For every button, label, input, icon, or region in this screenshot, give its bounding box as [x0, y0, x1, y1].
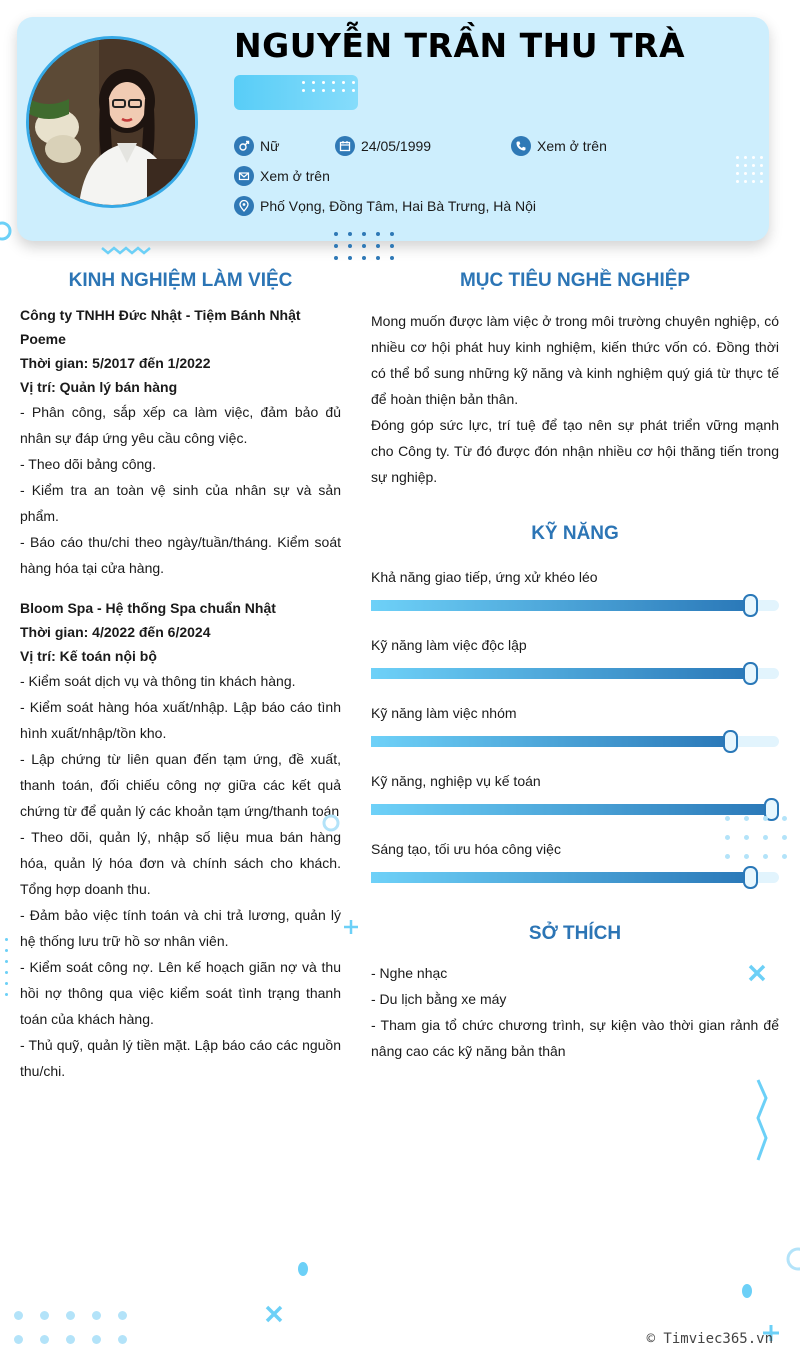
job-task: - Đảm bảo việc tính toán và chi trả lương, quản lý hệ thống lưu trữ hồ sơ nhân viên. [20, 907, 341, 949]
job-task: - Kiểm soát công nợ. Lên kế hoạch giãn nợ và thu hồi nợ thông qua việc kiểm soát tình trạng thanh toán của khách hàng. [20, 959, 341, 1027]
calendar-icon [335, 136, 355, 156]
hobby-item: - Du lịch bằng xe máy [371, 991, 507, 1007]
phone-value: Xem ở trên [537, 138, 607, 154]
job-task: - Theo dõi bảng công. [20, 456, 156, 472]
job-period: Thời gian: 5/2017 đến 1/2022 [20, 355, 211, 371]
dot-pattern [5, 938, 9, 996]
job-task: - Kiểm soát dịch vụ và thông tin khách hàng. [20, 673, 296, 689]
address-info [234, 196, 536, 216]
skill-bar-fill [371, 600, 750, 611]
skills-title: KỸ NĂNG [531, 523, 619, 544]
title-ribbon [234, 75, 358, 110]
skill-bar [371, 804, 779, 815]
job-task: - Báo cáo thu/chi theo ngày/tuần/tháng. Kiểm soát hàng hóa tại cửa hàng. [20, 534, 341, 576]
ring-shape [320, 812, 342, 834]
cross-icon [746, 962, 768, 984]
company-name: Bloom Spa - Hệ thống Spa chuẩn Nhật [20, 600, 276, 616]
skill-bar-knob [743, 662, 758, 685]
gender-info [234, 136, 279, 156]
dot-pattern [725, 816, 800, 859]
skill-bar-fill [371, 668, 750, 679]
job-period: Thời gian: 4/2022 đến 6/2024 [20, 624, 211, 640]
skill-bar [371, 872, 779, 883]
avatar [26, 36, 198, 208]
skill-bar [371, 736, 779, 747]
dot-pattern [334, 232, 404, 260]
experience-title: KINH NGHIỆM LÀM VIỆC [68, 270, 293, 291]
dot-pattern [14, 1311, 144, 1344]
ring-shape [0, 220, 14, 242]
skill-bar [371, 600, 779, 611]
phone-info [511, 136, 607, 156]
dot-shape [296, 1260, 310, 1278]
cross-icon [262, 1302, 286, 1326]
skill-label: Kỹ năng, nghiệp vụ kế toán [371, 773, 541, 789]
skill-bar-fill [371, 872, 750, 883]
objective-paragraph: Mong muốn được làm việc ở trong môi trường chuyên nghiệp, có nhiều cơ hội phát huy kinh nghiệm, kiến thức vốn có. Đồng thời có thể bổ sung những kỹ năng và kinh nghiệm quý giá từ thực tế để hoàn thiện bản thân. [371, 313, 779, 407]
skill-label: Kỹ năng làm việc độc lập [371, 637, 527, 653]
skill-bar-fill [371, 804, 771, 815]
email-value: Xem ở trên [260, 168, 330, 184]
skill-label: Sáng tạo, tối ưu hóa công việc [371, 841, 561, 857]
mail-icon [234, 166, 254, 186]
phone-icon [511, 136, 531, 156]
dot-pattern [736, 156, 768, 183]
footer-copyright: © Timviec365.vn [646, 1331, 773, 1347]
company-name: Công ty TNHH Đức Nhật - Tiệm Bánh Nhật Poeme [20, 307, 301, 347]
job-task: - Phân công, sắp xếp ca làm việc, đảm bảo đủ nhân sự đáp ứng yêu cầu công việc. [20, 404, 341, 446]
objective-paragraph: Đóng góp sức lực, trí tuệ để tạo nên sự phát triển vững mạnh cho Công ty. Từ đó được đón nhận nhiều cơ hội thăng tiến trong sự nghiệp. [371, 417, 779, 485]
experience-section [20, 303, 341, 1084]
dot-shape [740, 1282, 754, 1300]
hobby-item: - Nghe nhạc [371, 965, 448, 981]
job-task: - Thủ quỹ, quản lý tiền mặt. Lập báo cáo các nguồn thu/chi. [20, 1037, 341, 1079]
skill-label: Khả năng giao tiếp, ứng xử khéo léo [371, 569, 598, 585]
job-task: - Kiểm soát hàng hóa xuất/nhập. Lập báo cáo tình hình xuất/nhập/tồn kho. [20, 699, 341, 741]
hobbies-title: SỞ THÍCH [528, 923, 622, 944]
gender-value: Nữ [260, 138, 280, 154]
address-value: Phố Vọng, Đồng Tâm, Hai Bà Trưng, Hà Nội [260, 198, 537, 214]
hobby-item: - Tham gia tổ chức chương trình, sự kiện vào thời gian rảnh để nâng cao các kỹ năng bản thân [371, 1017, 779, 1059]
zigzag-shape [754, 1078, 772, 1164]
skill-bar-fill [371, 736, 730, 747]
job-task: - Kiểm tra an toàn vệ sinh của nhân sự và sản phẩm. [20, 482, 341, 524]
objective-section [371, 308, 779, 490]
gender-icon [234, 136, 254, 156]
job-task: - Theo dõi, quản lý, nhập số liệu mua bán hàng hóa, quản lý hóa đơn và chính sách cho khách. Tổng hợp doanh thu. [20, 829, 341, 897]
ring-shape [782, 1244, 800, 1274]
skill-bar-knob [743, 866, 758, 889]
skill-bar-knob [743, 594, 758, 617]
job-position: Vị trí: Kế toán nội bộ [20, 648, 157, 664]
dob-value: 24/05/1999 [361, 138, 432, 154]
portrait-photo [29, 39, 195, 205]
job-task: - Lập chứng từ liên quan đến tạm ứng, đề xuất, thanh toán, đối chiếu công nợ giữa các kết quả chứng từ để quản lý các khoản tạm ứng/thanh toán [20, 751, 341, 819]
email-info [234, 166, 330, 186]
dob-info [335, 136, 431, 156]
plus-icon [342, 918, 360, 936]
skill-bar-knob [723, 730, 738, 753]
skill-label: Kỹ năng làm việc nhóm [371, 705, 517, 721]
skill-bar [371, 668, 779, 679]
job-position: Vị trí: Quản lý bán hàng [20, 379, 178, 395]
objective-title: MỤC TIÊU NGHỀ NGHIỆP [459, 270, 691, 291]
zigzag-shape [100, 244, 154, 256]
hobbies-section [371, 960, 779, 1064]
candidate-name: NGUYỄN TRẦN THU TRÀ [234, 26, 685, 65]
location-icon [234, 196, 254, 216]
